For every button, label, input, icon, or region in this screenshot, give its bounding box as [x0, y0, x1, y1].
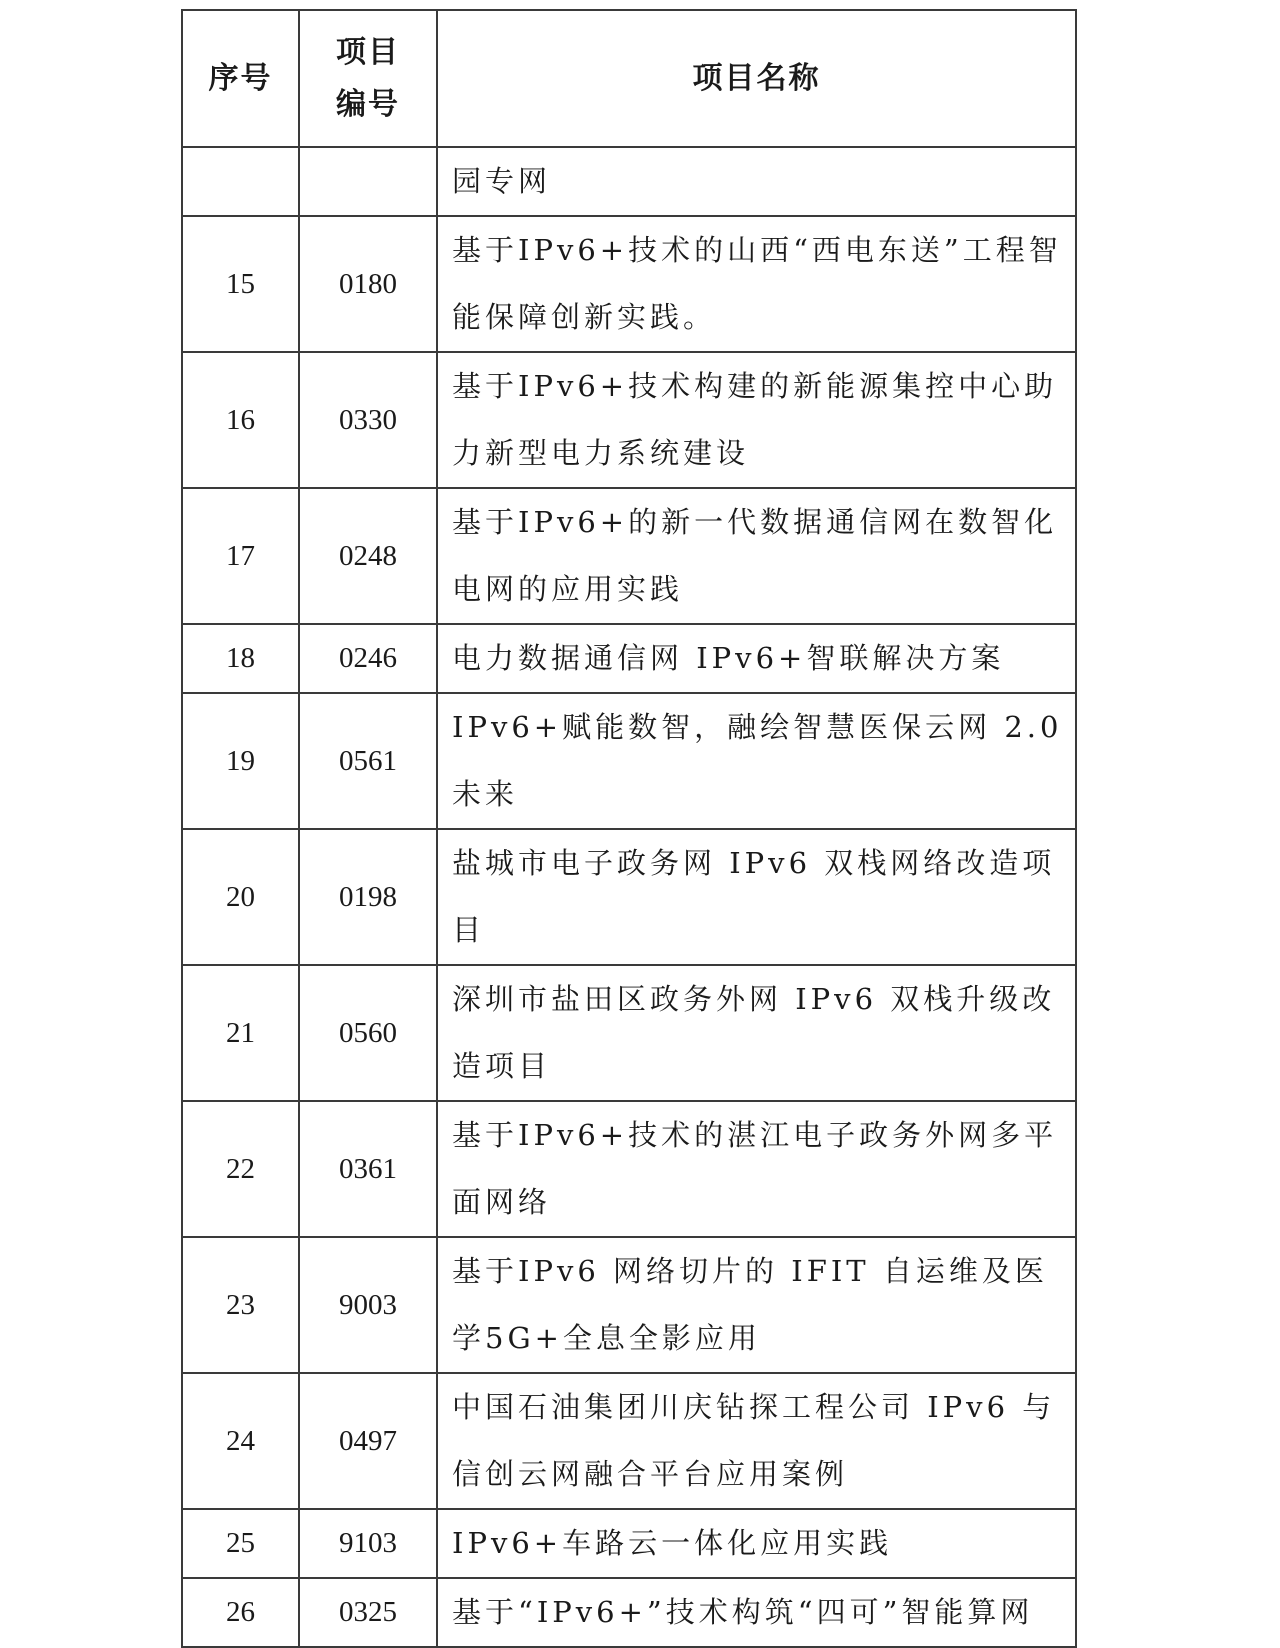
table-header-row	[182, 10, 1076, 147]
row-seq: 19	[182, 693, 299, 829]
table-row	[182, 488, 1076, 624]
row-code: 0561	[299, 693, 437, 829]
row-code: 9103	[299, 1509, 437, 1578]
row-seq: 20	[182, 829, 299, 965]
row-name: IPv6+赋能数智，融绘智慧医保云网 2.0 未来	[437, 693, 1076, 829]
row-seq: 23	[182, 1237, 299, 1373]
row-code: 0198	[299, 829, 437, 965]
row-name: IPv6+车路云一体化应用实践	[437, 1509, 1076, 1578]
header-code: 项目编号	[299, 10, 437, 147]
row-name: 基于IPv6 网络切片的 IFIT 自运维及医学5G+全息全影应用	[437, 1237, 1076, 1373]
row-code: 0560	[299, 965, 437, 1101]
table-row	[182, 693, 1076, 829]
row-seq: 21	[182, 965, 299, 1101]
table-row	[182, 965, 1076, 1101]
row-seq: 24	[182, 1373, 299, 1509]
row-seq: 26	[182, 1578, 299, 1647]
row-seq	[182, 147, 299, 216]
header-name: 项目名称	[437, 10, 1076, 147]
row-seq: 17	[182, 488, 299, 624]
table-row	[182, 1373, 1076, 1509]
row-name: 电力数据通信网 IPv6+智联解决方案	[437, 624, 1076, 693]
table-row	[182, 829, 1076, 965]
row-name: 深圳市盐田区政务外网 IPv6 双栈升级改造项目	[437, 965, 1076, 1101]
table-row	[182, 216, 1076, 352]
row-seq: 25	[182, 1509, 299, 1578]
row-code: 0497	[299, 1373, 437, 1509]
row-code: 0325	[299, 1578, 437, 1647]
row-seq: 15	[182, 216, 299, 352]
row-name: 基于IPv6+技术的山西“西电东送”工程智能保障创新实践。	[437, 216, 1076, 352]
table-row	[182, 1578, 1076, 1647]
row-name: 基于“IPv6+”技术构筑“四可”智能算网	[437, 1578, 1076, 1647]
table-row	[182, 624, 1076, 693]
table-row	[182, 1237, 1076, 1373]
row-code	[299, 147, 437, 216]
row-name: 基于IPv6+技术构建的新能源集控中心助力新型电力系统建设	[437, 352, 1076, 488]
project-table	[181, 9, 1077, 1648]
row-code: 0180	[299, 216, 437, 352]
table-row	[182, 1101, 1076, 1237]
row-code: 0361	[299, 1101, 437, 1237]
row-seq: 16	[182, 352, 299, 488]
row-code: 0248	[299, 488, 437, 624]
row-seq: 18	[182, 624, 299, 693]
row-name: 园专网	[437, 147, 1076, 216]
row-code: 9003	[299, 1237, 437, 1373]
row-name: 基于IPv6+技术的湛江电子政务外网多平面网络	[437, 1101, 1076, 1237]
row-seq: 22	[182, 1101, 299, 1237]
row-code: 0330	[299, 352, 437, 488]
row-name: 中国石油集团川庆钻探工程公司 IPv6 与信创云网融合平台应用案例	[437, 1373, 1076, 1509]
table-row	[182, 147, 1076, 216]
table-row	[182, 352, 1076, 488]
row-name: 盐城市电子政务网 IPv6 双栈网络改造项目	[437, 829, 1076, 965]
row-code: 0246	[299, 624, 437, 693]
table-row	[182, 1509, 1076, 1578]
header-seq: 序号	[182, 10, 299, 147]
row-name: 基于IPv6+的新一代数据通信网在数智化电网的应用实践	[437, 488, 1076, 624]
